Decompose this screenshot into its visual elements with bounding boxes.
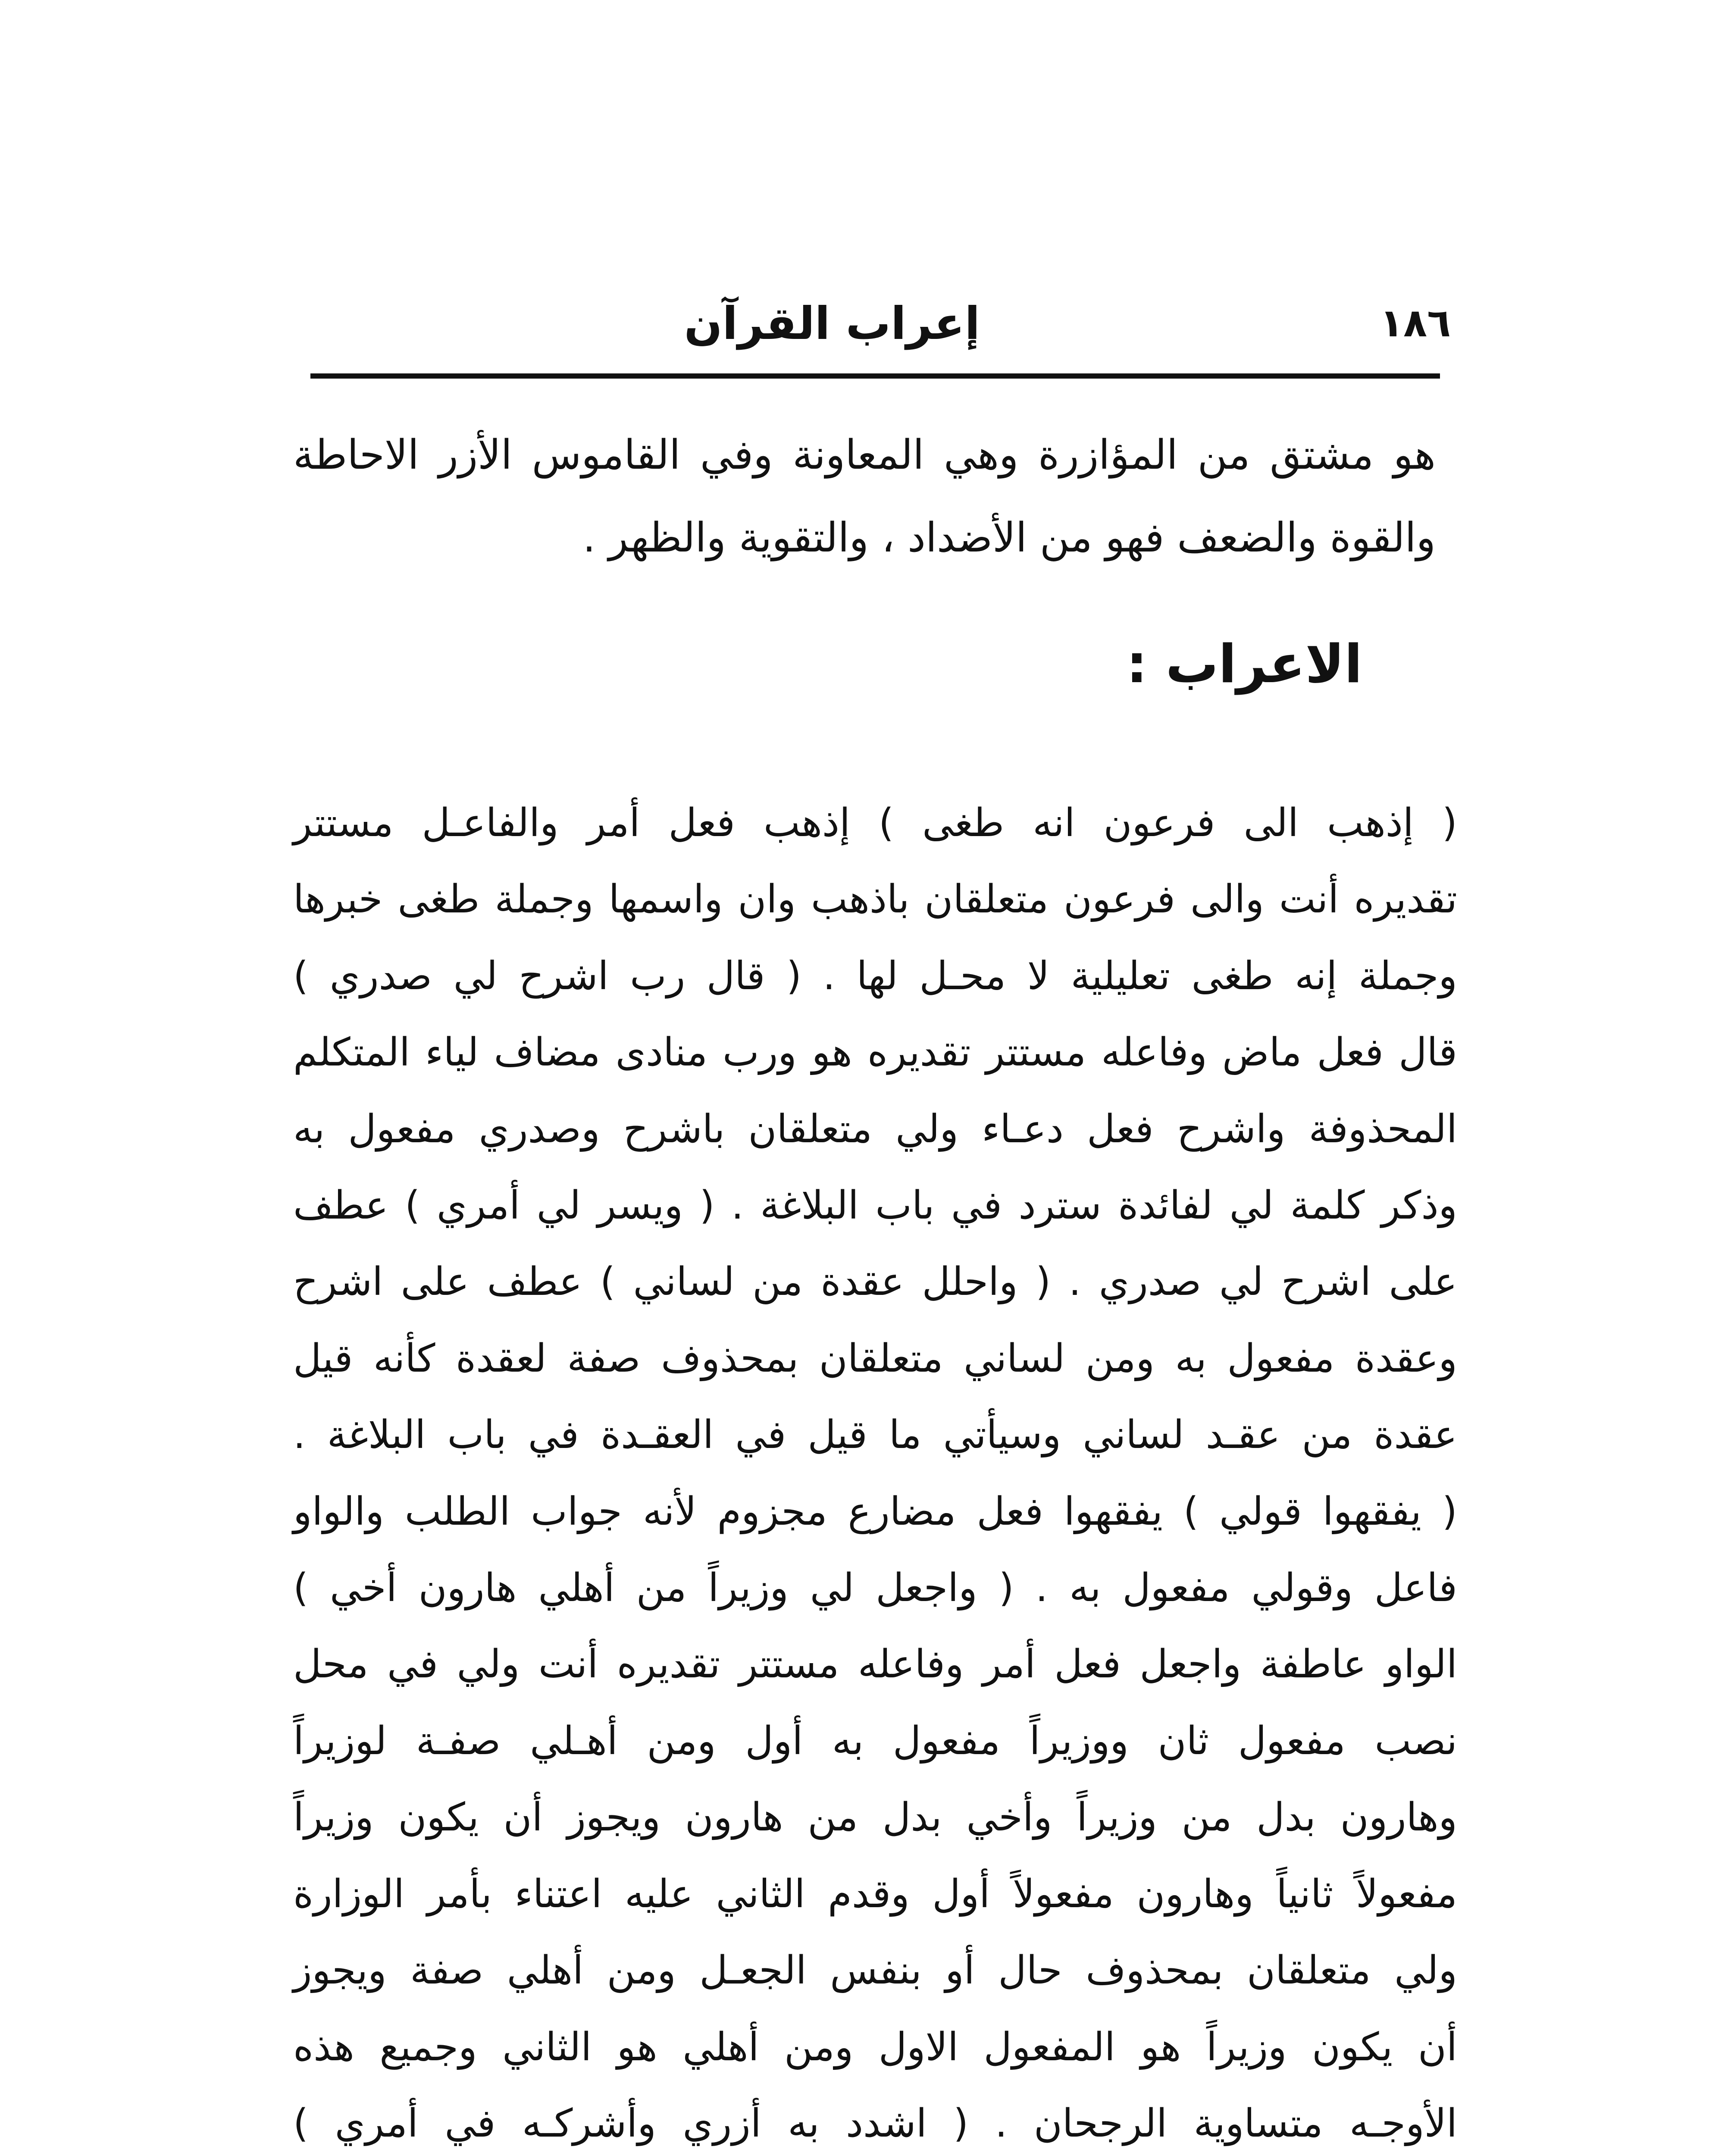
body-line: تقديره أنت والى فرعون متعلقان باذهب وان واسمها وجملة طغى خبرها — [293, 877, 1457, 922]
body-line: عقدة من عقـد لساني وسيأتي ما قيل في العقـدة في باب البلاغة . — [293, 1412, 1457, 1458]
body-line: أن يكون وزيراً هو المفعول الاول ومن أهلي هو الثاني وجميع هذه — [293, 2024, 1457, 2070]
body-line: مفعولاً ثانياً وهارون مفعولاً أول وقدم الثاني عليه اعتناء بأمر الوزارة — [293, 1871, 1457, 1917]
body-line: وعقدة مفعول به ومن لساني متعلقان بمحذوف صفة لعقدة كأنه قيل — [293, 1335, 1457, 1381]
body-line: وذكر كلمة لي لفائدة سترد في باب البلاغة . ( ويسر لي أمري ) عطف — [293, 1183, 1457, 1228]
body-line: ( إذهب الى فرعون انه طغى ) إذهب فعل أمر والفاعـل مستتر — [293, 800, 1457, 846]
intro-paragraph: هو مشتق من المؤازرة وهي المعاونة وفي القاموس الأزر الاحاطة والقوة والضعف فهو من الأضداد ، والتقوية والظهر . — [293, 432, 1436, 561]
body-line: على اشرح لي صدري . ( واحلل عقدة من لساني ) عطف على اشرح — [293, 1259, 1457, 1305]
body-line: الواو عاطفة واجعل فعل أمر وفاعله مستتر تقديره أنت ولي في محل — [293, 1642, 1457, 1687]
body-line: الأوجـه متساوية الرجحان . ( اشدد به أزري وأشركـه في أمري ) — [293, 2100, 1457, 2146]
section-heading: الاعراب : — [1126, 633, 1362, 695]
page-number: ١٨٦ — [1380, 301, 1451, 346]
header-divider — [310, 373, 1440, 379]
body-line: وجملة إنه طغى تعليلية لا محـل لها . ( قال رب اشرح لي صدري ) — [293, 953, 1457, 999]
body-line: المحذوفة واشرح فعل دعـاء ولي متعلقان باشرح وصدري مفعول به — [293, 1106, 1457, 1152]
body-line: ( يفقهوا قولي ) يفقهوا فعل مضارع مجزوم لأنه جواب الطلب والواو — [293, 1489, 1457, 1534]
running-title: إعراب القرآن — [684, 297, 980, 350]
body-line: وهارون بدل من وزيراً وأخي بدل من هارون ويجوز أن يكون وزيراً — [293, 1795, 1457, 1840]
body-text — [293, 785, 1457, 2156]
body-line: فاعل وقولي مفعول به . ( واجعل لي وزيراً من أهلي هارون أخي ) — [293, 1565, 1457, 1611]
body-line: نصب مفعول ثان ووزيراً مفعول به أول ومن أهـلي صفـة لوزيراً — [293, 1718, 1457, 1764]
body-line: قال فعل ماض وفاعله مستتر تقديره هو ورب منادى مضاف لياء المتكلم — [293, 1030, 1457, 1075]
body-line: ولي متعلقان بمحذوف حال أو بنفس الجعـل ومن أهلي صفة ويجوز — [293, 1948, 1457, 1993]
